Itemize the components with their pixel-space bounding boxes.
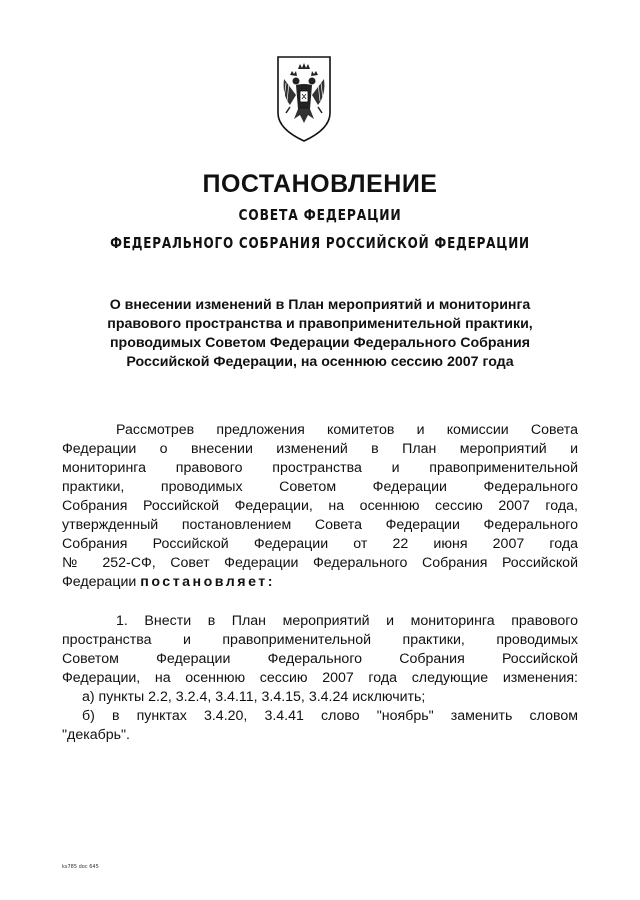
resolution-heading bbox=[60, 296, 580, 372]
sub-item-b-continuation: "декабрь". bbox=[62, 727, 131, 743]
paragraph-line: Рассмотрев предложения комитетов и комиссии Совета bbox=[116, 422, 578, 438]
paragraph-line: практики, проводимых Советом Федерации Федерального bbox=[62, 479, 578, 495]
paragraph-line: Собрания Российской Федерации от 22 июня 2007 года bbox=[62, 536, 578, 552]
paragraph-line: Собрания Российской Федерации, на осеннюю сессию 2007 года, bbox=[62, 498, 578, 514]
document-code: ks785 doc 645 bbox=[62, 864, 99, 870]
issuer-line-2: ФЕДЕРАЛЬНОГО СОБРАНИЯ РОССИЙСКОЙ ФЕДЕРАЦИИ bbox=[110, 234, 530, 252]
paragraph-line: пространства и правоприменительной практики, проводимых bbox=[62, 632, 578, 648]
coat-of-arms-emblem bbox=[276, 55, 332, 143]
paragraph-text: Федерации bbox=[62, 574, 137, 590]
paragraph-line: Советом Федерации Федерального Собрания Российской bbox=[62, 651, 578, 667]
resolution-item-1 bbox=[62, 612, 578, 745]
sub-item-b: б) в пунктах 3.4.20, 3.4.41 слово "ноябрь" заменить словом bbox=[82, 708, 578, 724]
heading-line: проводимых Советом Федерации Федерального Собрания bbox=[109, 335, 531, 351]
preamble-paragraph bbox=[62, 421, 578, 592]
paragraph-line: утвержденный постановлением Совета Федерации Федерального bbox=[62, 517, 578, 533]
heading-line: правового пространства и правоприменительной практики, bbox=[107, 316, 533, 332]
paragraph-line: мониторинга правового пространства и правоприменительной bbox=[62, 460, 578, 476]
resolves-word: постановляет: bbox=[140, 574, 275, 590]
paragraph-line: № 252-СФ, Совет Федерации Федерального Собрания Российской bbox=[62, 555, 578, 571]
document-title: ПОСТАНОВЛЕНИЕ bbox=[202, 170, 438, 198]
paragraph-line: Федерации, на осеннюю сессию 2007 года следующие изменения: bbox=[62, 670, 578, 686]
paragraph-line-final bbox=[62, 573, 578, 592]
paragraph-line: 1. Внести в План мероприятий и мониторинга правового bbox=[116, 613, 578, 629]
paragraph-line: Федерации о внесении изменений в План мероприятий и bbox=[62, 441, 578, 457]
heading-line: О внесении изменений в План мероприятий и мониторинга bbox=[109, 297, 531, 313]
heading-line: Российской Федерации, на осеннюю сессию 2007 года bbox=[126, 354, 514, 370]
issuer-line-1: СОВЕТА ФЕДЕРАЦИИ bbox=[238, 206, 402, 224]
sub-item-a: а) пункты 2.2, 3.2.4, 3.4.11, 3.4.15, 3.4.24 исключить; bbox=[82, 689, 426, 705]
